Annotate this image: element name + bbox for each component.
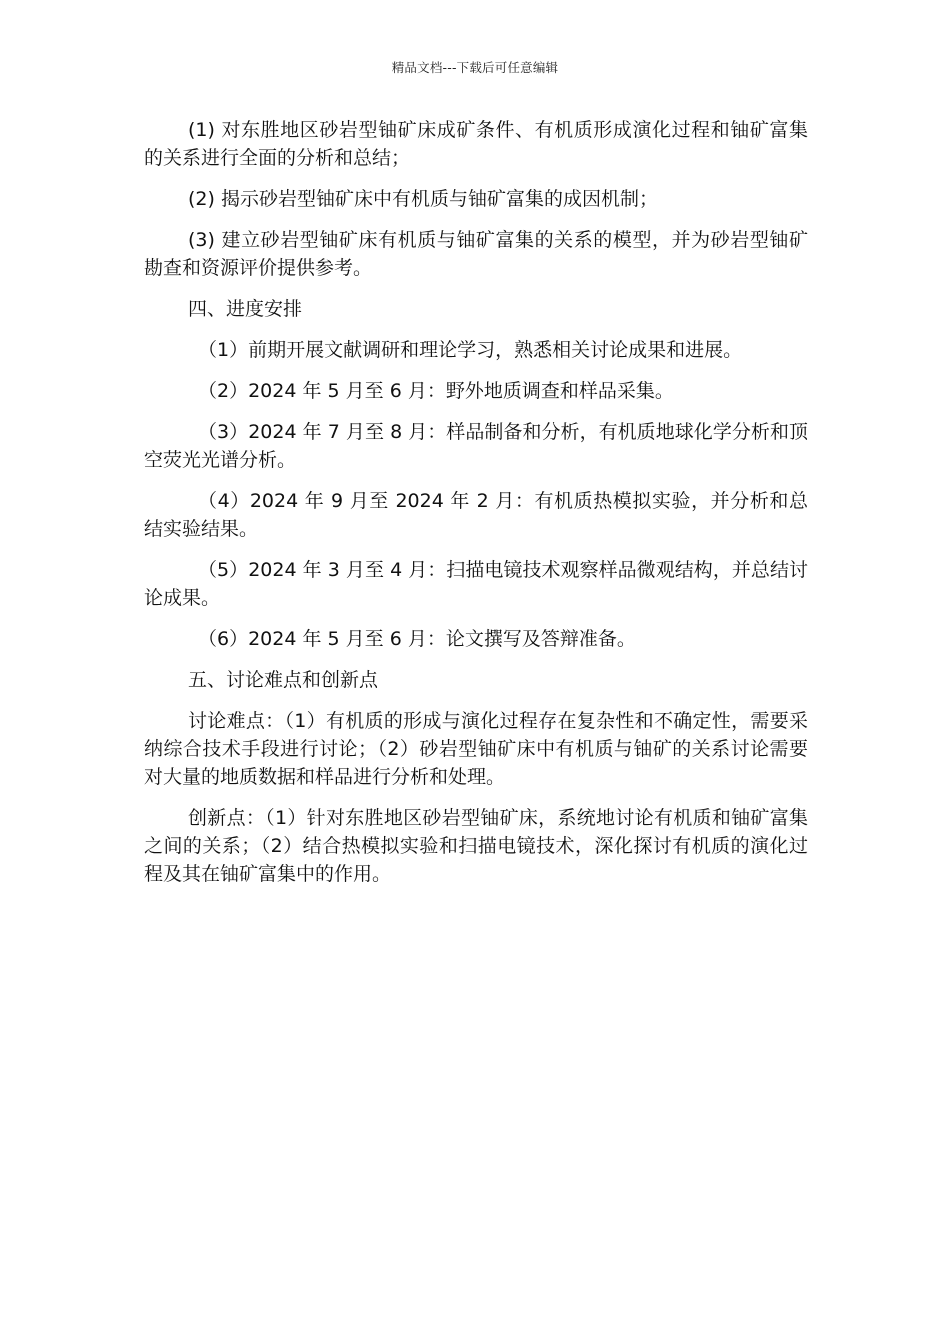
schedule-item-1: （1）前期开展文献调研和理论学习，熟悉相关讨论成果和进展。: [198, 339, 743, 361]
goal-3: (3) 建立砂岩型铀矿床有机质与铀矿富集的关系的模型，并为砂岩型铀矿勘查和资源评价提供参考。: [144, 229, 808, 279]
schedule-item-2: （2）2024 年 5 月至 6 月：野外地质调查和样品采集。: [198, 380, 674, 402]
schedule-item-3: （3）2024 年 7 月至 8 月：样品制备和分析，有机质地球化学分析和顶空荧光光谱分析。: [144, 421, 808, 471]
schedule-item-6: （6）2024 年 5 月至 6 月：论文撰写及答辩准备。: [198, 628, 636, 650]
schedule-item-4: （4）2024 年 9 月至 2024 年 2 月：有机质热模拟实验，并分析和总结实验结果。: [144, 490, 808, 540]
schedule-item-5: （5）2024 年 3 月至 4 月：扫描电镜技术观察样品微观结构，并总结讨论成果。: [144, 559, 808, 609]
document-body: [144, 116, 808, 901]
innovations-paragraph: 创新点：（1）针对东胜地区砂岩型铀矿床，系统地讨论有机质和铀矿富集之间的关系；（2）结合热模拟实验和扫描电镜技术，深化探讨有机质的演化过程及其在铀矿富集中的作用。: [144, 807, 808, 885]
section-heading-schedule: 四、进度安排: [188, 298, 303, 320]
goal-1: (1) 对东胜地区砂岩型铀矿床成矿条件、有机质形成演化过程和铀矿富集的关系进行全面的分析和总结；: [144, 119, 808, 169]
page-header: 精品文档---下载后可任意编辑: [391, 60, 559, 75]
difficulties-paragraph: 讨论难点：（1）有机质的形成与演化过程存在复杂性和不确定性，需要采纳综合技术手段进行讨论；（2）砂岩型铀矿床中有机质与铀矿的关系讨论需要对大量的地质数据和样品进行分析和处理。: [144, 710, 808, 788]
section-heading-difficulties: 五、讨论难点和创新点: [188, 669, 379, 691]
goal-2: (2) 揭示砂岩型铀矿床中有机质与铀矿富集的成因机制；: [188, 188, 658, 210]
